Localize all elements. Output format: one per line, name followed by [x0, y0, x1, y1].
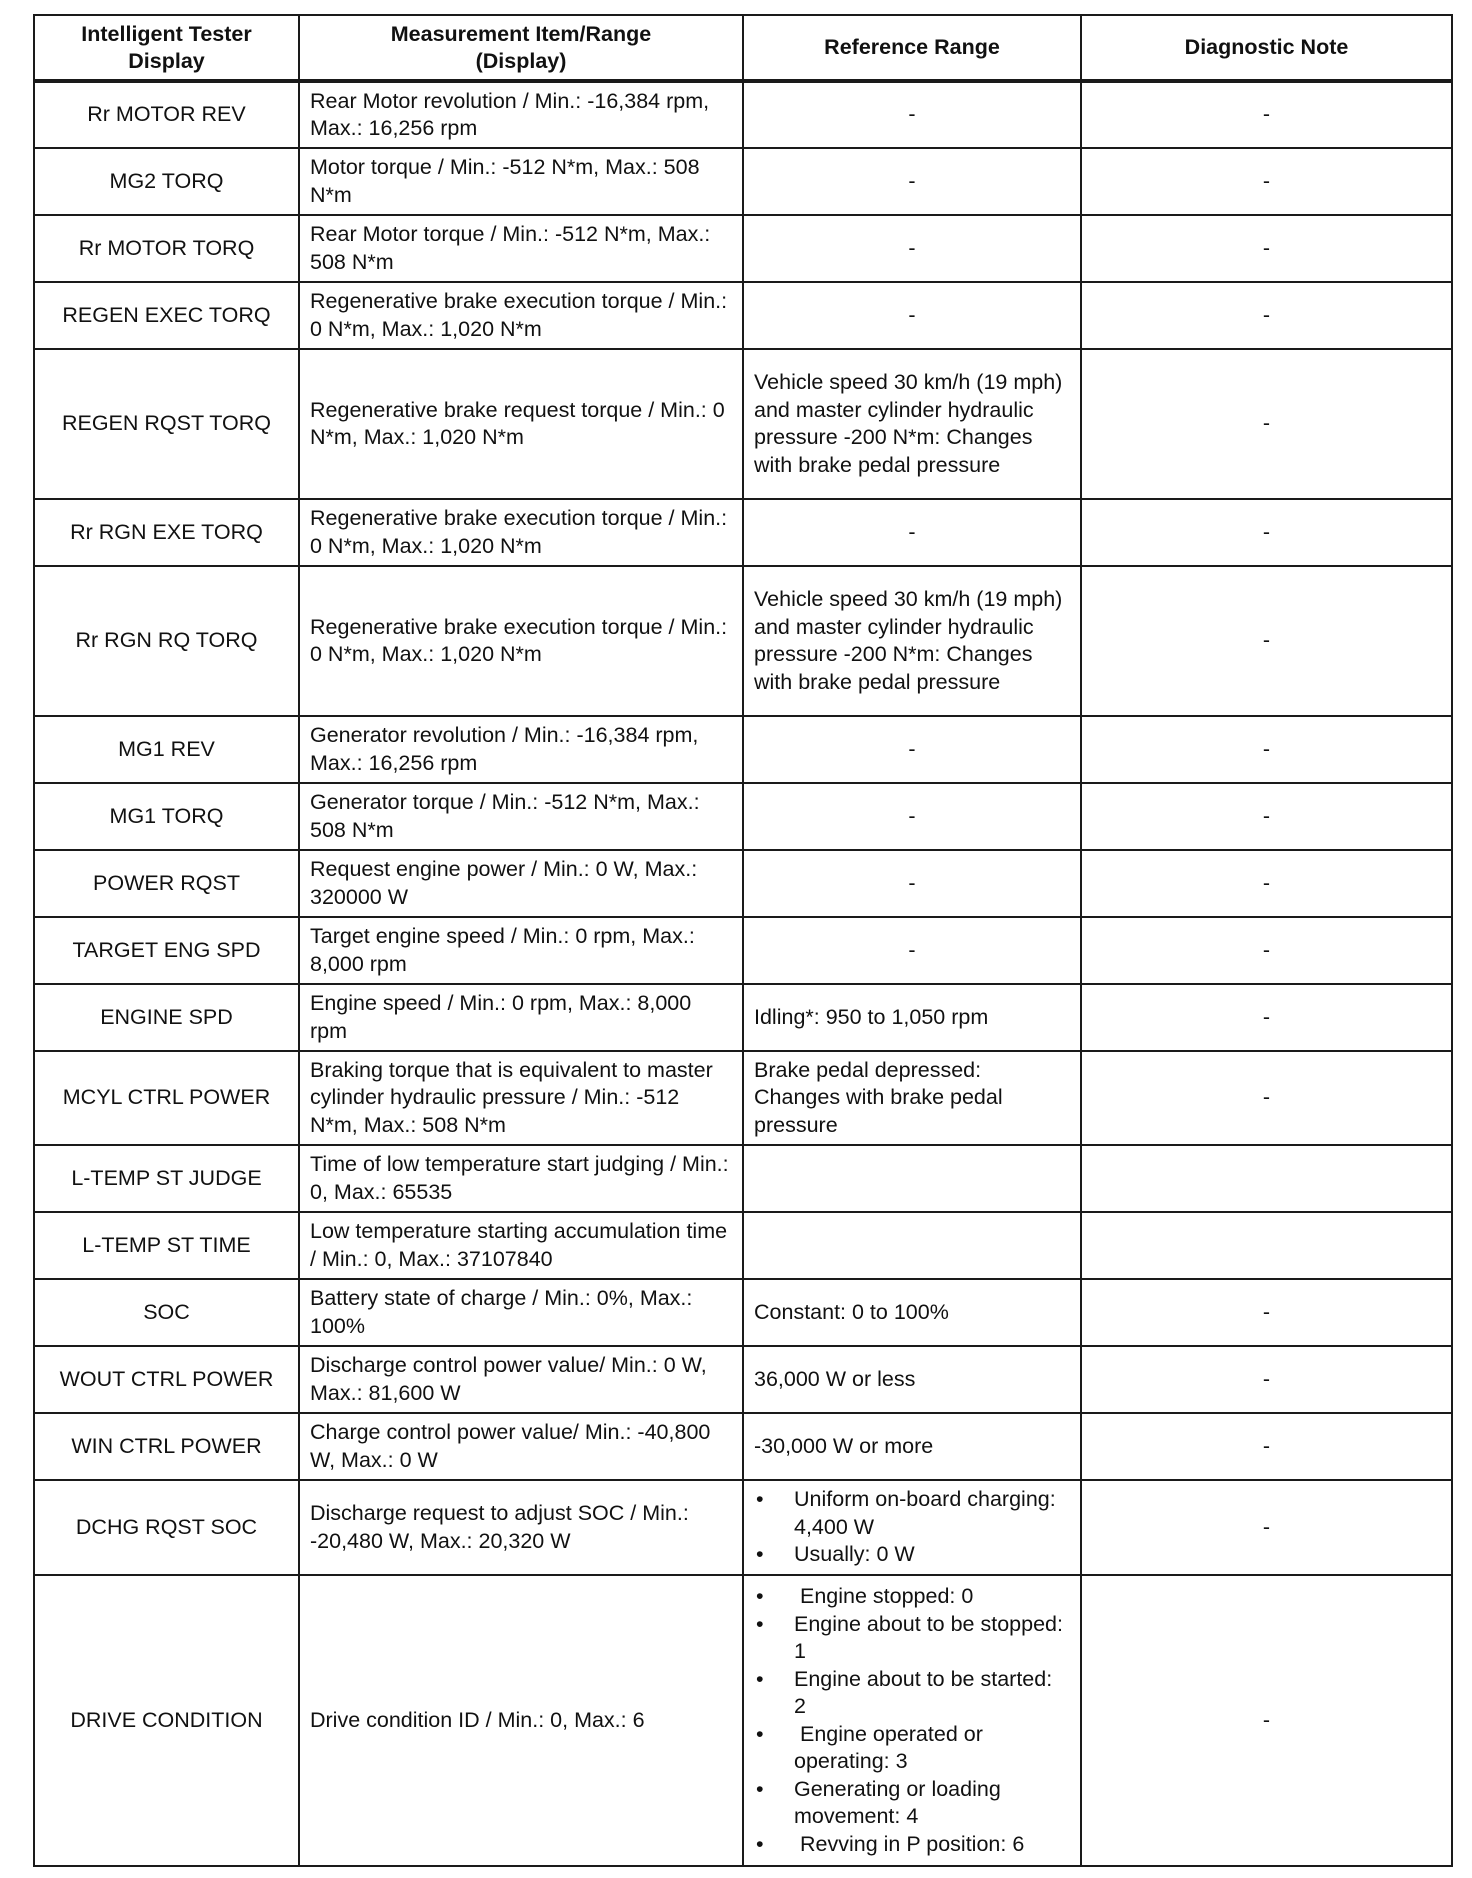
cell-note: - [1081, 81, 1452, 148]
cell-reference [743, 1212, 1081, 1279]
list-item: • Engine about to be stopped: 1 [754, 1611, 1070, 1666]
cell-display: Rr MOTOR REV [34, 81, 299, 148]
cell-note: - [1081, 499, 1452, 566]
cell-reference [743, 1480, 1081, 1575]
cell-measurement: Discharge request to adjust SOC / Min.: -20,480 W, Max.: 20,320 W [299, 1480, 743, 1575]
header-measurement-text: Measurement Item/Range (Display) [390, 21, 652, 73]
cell-note: - [1081, 1051, 1452, 1145]
table-row [34, 1413, 1452, 1480]
cell-measurement: Drive condition ID / Min.: 0, Max.: 6 [299, 1575, 743, 1866]
cell-reference: 36,000 W or less [743, 1346, 1081, 1413]
cell-reference: Constant: 0 to 100% [743, 1279, 1081, 1346]
cell-note: - [1081, 1279, 1452, 1346]
cell-display: MG1 REV [34, 716, 299, 783]
header-note-text: Diagnostic Note [1184, 35, 1349, 59]
cell-reference: - [743, 716, 1081, 783]
list-item: • Engine about to be started: 2 [754, 1666, 1070, 1721]
cell-measurement: Target engine speed / Min.: 0 rpm, Max.: 8,000 rpm [299, 917, 743, 984]
cell-display: MCYL CTRL POWER [34, 1051, 299, 1145]
cell-display: Rr RGN EXE TORQ [34, 499, 299, 566]
table-row [34, 850, 1452, 917]
cell-display: MG1 TORQ [34, 783, 299, 850]
table-row [34, 917, 1452, 984]
cell-reference: Vehicle speed 30 km/h (19 mph) and master cylinder hydraulic pressure -200 N*m: Changes with brake pedal pressure [743, 349, 1081, 499]
cell-measurement: Regenerative brake execution torque / Min.: 0 N*m, Max.: 1,020 N*m [299, 282, 743, 349]
table-row [34, 499, 1452, 566]
header-measurement [299, 15, 743, 81]
cell-reference: - [743, 499, 1081, 566]
cell-measurement: Regenerative brake execution torque / Min.: 0 N*m, Max.: 1,020 N*m [299, 499, 743, 566]
table-row [34, 716, 1452, 783]
cell-measurement: Braking torque that is equivalent to master cylinder hydraulic pressure / Min.: -512 N*m, Max.: 508 N*m [299, 1051, 743, 1145]
header-reference-text: Reference Range [824, 35, 1000, 59]
cell-note: - [1081, 566, 1452, 716]
table-row [34, 1346, 1452, 1413]
cell-display: Rr RGN RQ TORQ [34, 566, 299, 716]
cell-note: - [1081, 1413, 1452, 1480]
cell-reference: - [743, 850, 1081, 917]
reference-list [754, 1583, 1070, 1858]
cell-reference: - [743, 282, 1081, 349]
cell-measurement: Battery state of charge / Min.: 0%, Max.: 100% [299, 1279, 743, 1346]
cell-display: DRIVE CONDITION [34, 1575, 299, 1866]
cell-display: WIN CTRL POWER [34, 1413, 299, 1480]
list-item: • Uniform on-board charging: 4,400 W [754, 1486, 1070, 1541]
header-note [1081, 15, 1452, 81]
cell-display: MG2 TORQ [34, 148, 299, 215]
cell-reference: Idling*: 950 to 1,050 rpm [743, 984, 1081, 1051]
cell-display: DCHG RQST SOC [34, 1480, 299, 1575]
cell-display: TARGET ENG SPD [34, 917, 299, 984]
table-row [34, 349, 1452, 499]
cell-measurement: Low temperature starting accumulation time / Min.: 0, Max.: 37107840 [299, 1212, 743, 1279]
cell-note: - [1081, 282, 1452, 349]
cell-note: - [1081, 1346, 1452, 1413]
table-row [34, 282, 1452, 349]
cell-reference [743, 1145, 1081, 1212]
cell-display: POWER RQST [34, 850, 299, 917]
cell-reference [743, 1575, 1081, 1866]
cell-measurement: Charge control power value/ Min.: -40,800 W, Max.: 0 W [299, 1413, 743, 1480]
list-item: • Engine stopped: 0 [754, 1583, 1070, 1611]
cell-display: REGEN RQST TORQ [34, 349, 299, 499]
list-item: • Engine operated or operating: 3 [754, 1721, 1070, 1776]
cell-measurement: Engine speed / Min.: 0 rpm, Max.: 8,000 rpm [299, 984, 743, 1051]
cell-note: - [1081, 783, 1452, 850]
header-display [34, 15, 299, 81]
cell-note: - [1081, 148, 1452, 215]
cell-display: REGEN EXEC TORQ [34, 282, 299, 349]
cell-reference: Brake pedal depressed: Changes with brake pedal pressure [743, 1051, 1081, 1145]
table-row [34, 1480, 1452, 1575]
cell-reference: Vehicle speed 30 km/h (19 mph) and master cylinder hydraulic pressure -200 N*m: Changes with brake pedal pressure [743, 566, 1081, 716]
table-row [34, 1279, 1452, 1346]
cell-measurement: Regenerative brake request torque / Min.: 0 N*m, Max.: 1,020 N*m [299, 349, 743, 499]
cell-reference: - [743, 81, 1081, 148]
cell-display: WOUT CTRL POWER [34, 1346, 299, 1413]
cell-display: L-TEMP ST TIME [34, 1212, 299, 1279]
list-item: • Usually: 0 W [754, 1541, 1070, 1569]
cell-measurement: Generator torque / Min.: -512 N*m, Max.: 508 N*m [299, 783, 743, 850]
cell-measurement: Request engine power / Min.: 0 W, Max.: 320000 W [299, 850, 743, 917]
table-row [34, 984, 1452, 1051]
cell-reference: - [743, 148, 1081, 215]
cell-reference: - [743, 917, 1081, 984]
table-row [34, 783, 1452, 850]
table-row [34, 1145, 1452, 1212]
table-row [34, 566, 1452, 716]
header-reference [743, 15, 1081, 81]
table-row [34, 148, 1452, 215]
cell-reference: - [743, 215, 1081, 282]
cell-note: - [1081, 917, 1452, 984]
cell-note: - [1081, 984, 1452, 1051]
list-item: • Generating or loading movement: 4 [754, 1776, 1070, 1831]
cell-measurement: Regenerative brake execution torque / Min.: 0 N*m, Max.: 1,020 N*m [299, 566, 743, 716]
cell-measurement: Rear Motor revolution / Min.: -16,384 rpm, Max.: 16,256 rpm [299, 81, 743, 148]
cell-measurement: Generator revolution / Min.: -16,384 rpm, Max.: 16,256 rpm [299, 716, 743, 783]
cell-note: - [1081, 215, 1452, 282]
cell-note: - [1081, 1575, 1452, 1866]
cell-note: - [1081, 850, 1452, 917]
cell-display: ENGINE SPD [34, 984, 299, 1051]
cell-note: - [1081, 716, 1452, 783]
table-row [34, 1212, 1452, 1279]
cell-measurement: Rear Motor torque / Min.: -512 N*m, Max.: 508 N*m [299, 215, 743, 282]
table-header-row [34, 15, 1452, 81]
header-display-text: Intelligent Tester Display [81, 21, 252, 73]
cell-reference: - [743, 783, 1081, 850]
cell-measurement: Discharge control power value/ Min.: 0 W, Max.: 81,600 W [299, 1346, 743, 1413]
diagnostic-data-table [33, 14, 1453, 1867]
cell-reference: -30,000 W or more [743, 1413, 1081, 1480]
cell-display: L-TEMP ST JUDGE [34, 1145, 299, 1212]
table-row [34, 215, 1452, 282]
reference-list [754, 1486, 1070, 1569]
cell-display: Rr MOTOR TORQ [34, 215, 299, 282]
table-body [34, 81, 1452, 1866]
list-item: • Revving in P position: 6 [754, 1831, 1070, 1859]
cell-measurement: Time of low temperature start judging / Min.: 0, Max.: 65535 [299, 1145, 743, 1212]
table-row [34, 1575, 1452, 1866]
table-row [34, 1051, 1452, 1145]
cell-note [1081, 1145, 1452, 1212]
cell-note: - [1081, 1480, 1452, 1575]
cell-note [1081, 1212, 1452, 1279]
table-row [34, 81, 1452, 148]
cell-measurement: Motor torque / Min.: -512 N*m, Max.: 508 N*m [299, 148, 743, 215]
cell-note: - [1081, 349, 1452, 499]
cell-display: SOC [34, 1279, 299, 1346]
